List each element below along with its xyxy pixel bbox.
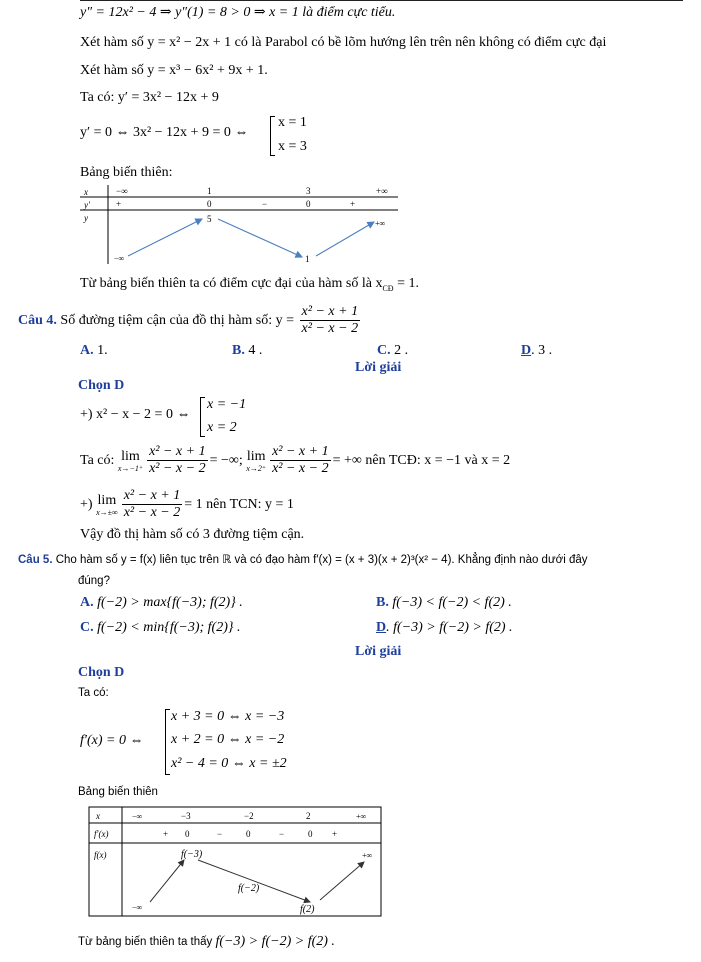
q5-case-2: x + 2 = 0 ⇔ x = −2 <box>171 732 285 747</box>
root-x3: x = 3 <box>278 139 307 154</box>
t1-arrow-up-2 <box>316 222 374 256</box>
q4-root-2: x = 2 <box>207 420 237 435</box>
second-derivative-line: y″ = 12x² − 4 ⇒ y″(1) = 8 > 0 ⇒ x = 1 là điểm cực tiểu. <box>80 5 396 20</box>
t2-head-f: f(x) <box>94 850 107 860</box>
q5-option-c[interactable]: C. f(−2) < min{f(−3); f(2)} . <box>80 620 241 635</box>
q5-solution-heading: Lời giải <box>355 644 402 659</box>
question-5: Câu 5. Cho hàm số y = f(x) liên tục trên ℝ và có đạo hàm f′(x) = (x + 3)(x + 2)³(x² − 4). Khẳng định nào dưới đây <box>18 554 588 566</box>
t2-f-neg3: f(−3) <box>181 849 203 860</box>
q4-solution-heading: Lời giải <box>355 360 402 375</box>
q5-option-b[interactable]: B. f(−3) < f(−2) < f(2) . <box>376 595 512 610</box>
t2-arrow-up-1 <box>150 860 184 902</box>
system-bracket <box>270 116 275 156</box>
q5-option-d[interactable]: D. f(−3) > f(−2) > f(2) . <box>376 620 513 635</box>
top-rule <box>80 0 683 1</box>
root-x1: x = 1 <box>278 115 307 130</box>
t1-sign-1: + <box>116 199 122 209</box>
t2-arrow-down <box>198 860 310 902</box>
t1-arrow-up-1 <box>128 219 202 256</box>
parabola-remark: Xét hàm số y = x² − 2x + 1 có là Parabol có bề lõm hướng lên trên nên không có điểm cực đại <box>80 35 607 50</box>
variation-table-2 <box>88 806 384 918</box>
t2-f-neg2: f(−2) <box>238 883 260 894</box>
t2-f-2: f(2) <box>300 904 315 915</box>
q5-case-1: x + 3 = 0 ⇔ x = −3 <box>171 709 285 724</box>
t1-head-y-prime: y′ <box>84 200 90 210</box>
q5-answer: Chọn D <box>78 665 125 680</box>
t1-y-neg-inf: −∞ <box>114 254 125 263</box>
question-5-cont: đúng? <box>78 575 110 587</box>
q4-root-neg1: x = −1 <box>207 397 247 412</box>
q4-option-a[interactable]: A. 1. <box>80 343 108 358</box>
t2-x-pos-inf: +∞ <box>356 812 367 821</box>
t1-head-x: x <box>84 187 88 197</box>
max-point-conclusion: Từ bảng biến thiên ta có điểm cực đại của hàm số là $x_{CĐ} = 1$. <box>80 276 419 293</box>
q5-bbt-label: Bảng biến thiên <box>78 786 158 798</box>
cubic-function-line: Xét hàm số y = x³ − 6x² + 9x + 1. <box>80 63 268 78</box>
q5-cases-bracket <box>165 709 170 775</box>
t1-x-1: 1 <box>207 186 212 196</box>
t1-sign-3: + <box>350 199 356 209</box>
t1-x-pos-inf: +∞ <box>376 186 388 196</box>
q5-taco: Ta có: <box>78 687 109 699</box>
q5-derivative-lhs: f′(x) = 0 ⇔ <box>80 733 144 748</box>
t2-sign-2: − <box>217 829 223 839</box>
t1-y-5: 5 <box>207 214 212 224</box>
derivative-root-lhs: y′ = 0 ⇔ 3x² − 12x + 9 = 0 ⇔ <box>80 125 249 140</box>
t2-f-neg-inf: −∞ <box>132 903 143 912</box>
t2-x-neg2: −2 <box>244 811 254 821</box>
variation-table-label: Bảng biến thiên: <box>80 165 173 180</box>
t2-sign-zero-3: 0 <box>308 829 313 839</box>
q5-option-a[interactable]: A. f(−2) > max{f(−3); f(2)} . <box>80 595 243 610</box>
t2-head-fprime: f′(x) <box>94 829 109 839</box>
q4-roots-bracket <box>200 397 205 437</box>
t2-arrow-up-2 <box>320 862 364 900</box>
t1-arrow-down <box>218 219 302 257</box>
t2-sign-4: + <box>332 829 338 839</box>
q4-option-c[interactable]: C. 2 . <box>377 343 409 358</box>
variation-table-1 <box>78 184 400 266</box>
t1-sign-zero-2: 0 <box>306 199 311 209</box>
t1-x-3: 3 <box>306 186 311 196</box>
t2-sign-zero-1: 0 <box>185 829 190 839</box>
q4-denominator-roots: +) x² − x − 2 = 0 ⇔ <box>80 407 191 422</box>
t2-x-neg-inf: −∞ <box>132 812 143 821</box>
t2-f-pos-inf: +∞ <box>362 851 373 860</box>
t1-x-neg-inf: −∞ <box>116 186 128 196</box>
q4-option-b[interactable]: B. 4 . <box>232 343 263 358</box>
t1-sign-zero-1: 0 <box>207 199 212 209</box>
t2-sign-1: + <box>163 829 169 839</box>
q4-answer: Chọn D <box>78 378 125 393</box>
t2-x-2: 2 <box>306 811 311 821</box>
q4-conclusion: Vậy đồ thị hàm số có 3 đường tiệm cận. <box>80 527 305 542</box>
q4-horizontal-asymptote-line: +) lim x→±∞ $\frac{\text{x² − x + 1}}{\text{x² − x − 2}}$ = 1 nên TCN: y = 1 <box>80 488 294 521</box>
q4-fraction: $\frac{\text{x² − x + 1}}{\text{x² − x − 2}}$ <box>301 304 359 337</box>
q5-conclusion: Từ bảng biến thiên ta thấy f(−3) > f(−2) > f(2) . <box>78 934 335 949</box>
q4-option-d[interactable]: D. 3 . <box>521 343 553 358</box>
t2-head-x: x <box>96 811 100 821</box>
t1-y-1: 1 <box>305 254 310 264</box>
first-derivative-line: Ta có: y′ = 3x² − 12x + 9 <box>80 90 219 105</box>
t2-sign-3: − <box>279 829 285 839</box>
q4-vertical-asymptote-line: Ta có: lim x→−1⁺ $\frac{\text{x² − x + 1}}{\text{x² − x − 2}}$ = −∞; lim x→2⁺ $\frac{\text{x² − x + 1}}{\text{x² − x − 2}}$ = +∞ nên TCĐ: x = −1 và x = 2 <box>80 444 511 477</box>
t1-head-y: y <box>84 213 88 223</box>
t2-x-neg3: −3 <box>181 811 191 821</box>
q5-case-3: x² − 4 = 0 ⇔ x = ±2 <box>171 756 287 771</box>
t2-sign-zero-2: 0 <box>246 829 251 839</box>
t1-sign-2: − <box>262 199 268 209</box>
t1-y-pos-inf: +∞ <box>375 219 386 228</box>
question-4: Câu 4. Số đường tiệm cận của đồ thị hàm số: y = $\frac{\text{x² − x + 1}}{\text{x² − x − 2}}$ <box>18 304 359 337</box>
